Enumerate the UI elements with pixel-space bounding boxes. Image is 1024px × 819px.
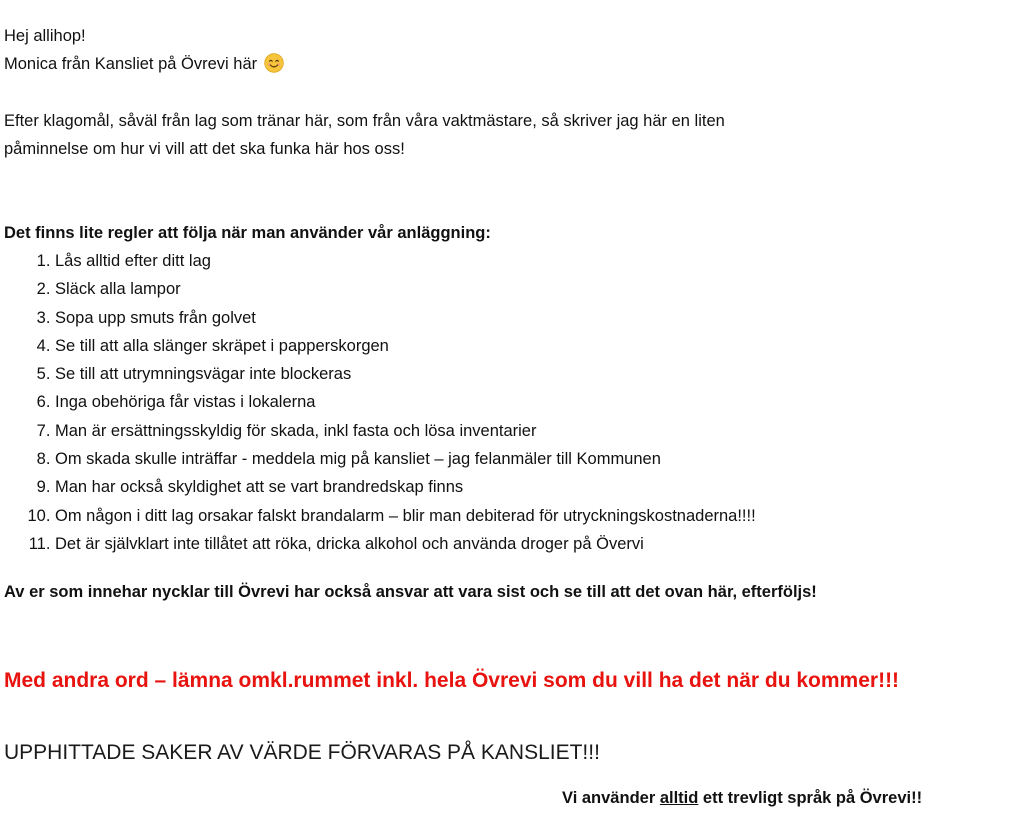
keys-responsibility-note: Av er som innehar nycklar till Övrevi har också ansvar att vara sist och se till att det ovan här, efterföljs! [4, 583, 817, 602]
language-note-underlined: alltid [659, 789, 699, 807]
rule-item: 3. Sopa upp smuts från golvet [55, 304, 1014, 332]
found-items-notice: UPPHITTADE SAKER AV VÄRDE FÖRVARAS PÅ KANSLIET!!! [4, 741, 600, 765]
rule-item: 6. Inga obehöriga får vistas i lokalerna [55, 388, 1014, 416]
rule-item: 8. Om skada skulle inträffar - meddela mig på kansliet – jag felanmäler till Kommunen [55, 445, 1014, 473]
greeting-line-1: Hej allihop! [4, 27, 86, 45]
red-reminder: Med andra ord – lämna omkl.rummet inkl. hela Övrevi som du vill ha det när du kommer!!! [4, 669, 900, 693]
rule-item: 10. Om någon i ditt lag orsakar falskt brandalarm – blir man debiterad för utryckningskostnaderna!!!! [55, 502, 1014, 530]
greeting-text: Monica från Kansliet på Övrevi här [4, 55, 258, 73]
rule-item: 5. Se till att utrymningsvägar inte blockeras [55, 360, 1014, 388]
greeting-line-2 [4, 50, 1014, 78]
intro-line-1: Efter klagomål, såväl från lag som tränar här, som från våra vaktmästare, så skriver jag här en liten [4, 112, 725, 130]
rules-heading: Det finns lite regler att följa när man använder vår anläggning: [4, 224, 491, 242]
document-body [4, 22, 1014, 768]
language-note-after: ett trevligt språk på Övrevi!! [698, 789, 923, 807]
rule-item: 7. Man är ersättningsskyldig för skada, inkl fasta och lösa inventarier [55, 417, 1014, 445]
rule-item: 2. Släck alla lampor [55, 275, 1014, 303]
intro-line-2: påminnelse om hur vi vill att det ska funka här hos oss! [4, 140, 405, 158]
rule-item: 11. Det är självklart inte tillåtet att röka, dricka alkohol och använda droger på Övervi [55, 530, 1014, 558]
smiling-face-icon [264, 53, 284, 73]
rules-list [4, 247, 1014, 558]
rule-item: 9. Man har också skyldighet att se vart brandredskap finns [55, 473, 1014, 501]
language-note [562, 784, 922, 812]
language-note-before: Vi använder [562, 789, 660, 807]
rule-item: 1. Lås alltid efter ditt lag [55, 247, 1014, 275]
rule-item: 4. Se till att alla slänger skräpet i papperskorgen [55, 332, 1014, 360]
